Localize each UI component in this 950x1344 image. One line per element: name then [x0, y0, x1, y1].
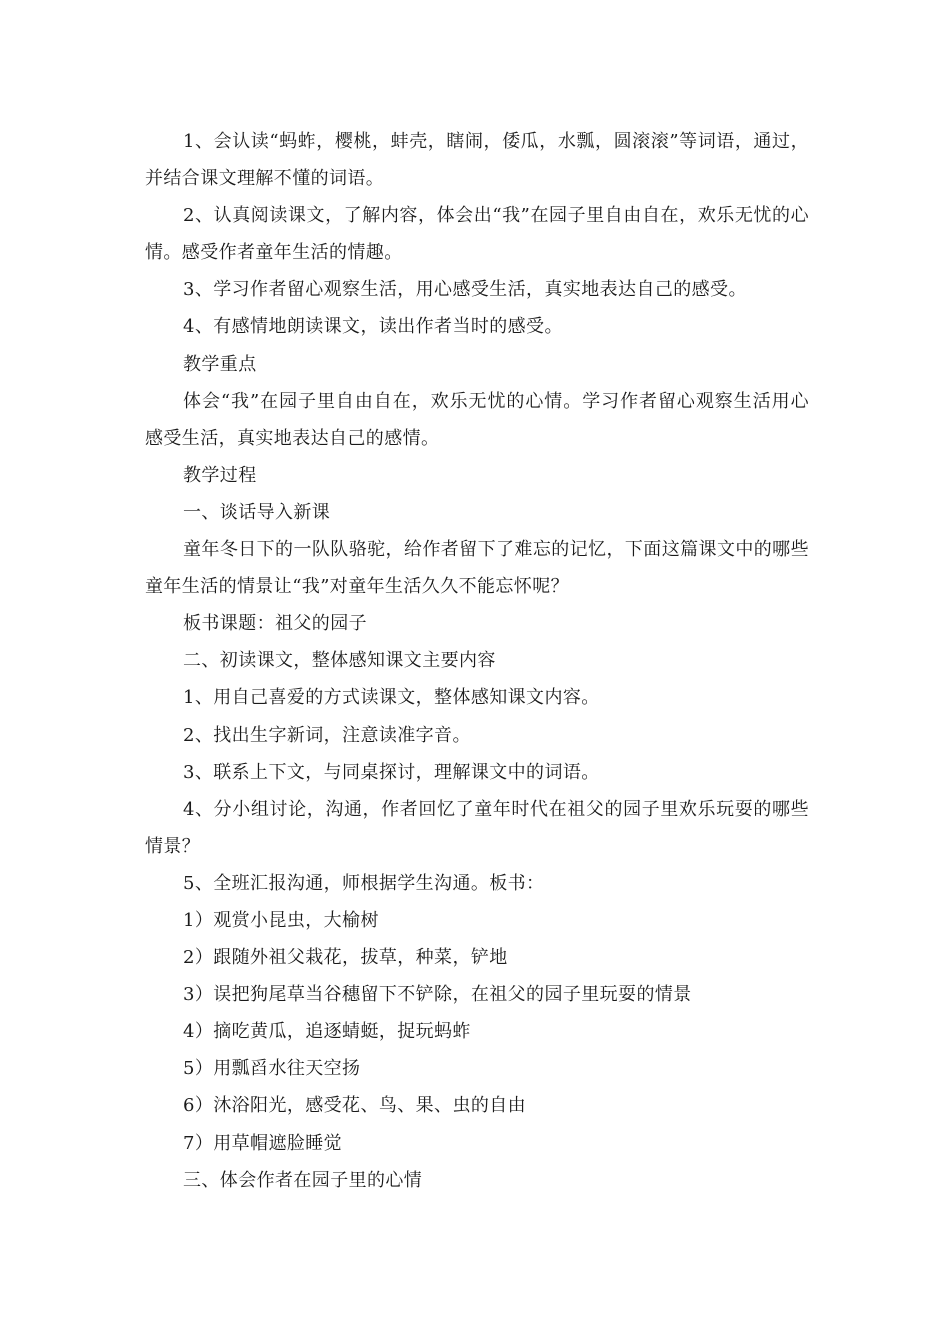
intro-paragraph: 童年冬日下的一队队骆驼，给作者留下了难忘的记忆，下面这篇课文中的哪些童年生活的情景让“我”对童年生活久久不能忘怀呢？: [145, 539, 809, 598]
board-item-7: 7）用草帽遮脸睡觉: [183, 1132, 343, 1154]
step-3-heading: 三、体会作者在园子里的心情: [183, 1169, 423, 1191]
step-2-item-5: 5、全班汇报沟通，师根据学生沟通。板书：: [183, 872, 545, 894]
section-heading-key-points: 教学重点: [183, 353, 257, 375]
board-item-4: 4）摘吃黄瓜，追逐蜻蜓，捉玩蚂蚱: [183, 1021, 471, 1043]
step-2-item-2: 2、找出生字新词，注意读准字音。: [183, 724, 471, 746]
board-item-5: 5）用瓢舀水往天空扬: [183, 1058, 361, 1080]
objective-4: 4、有感情地朗读课文，读出作者当时的感受。: [183, 316, 563, 338]
board-item-6: 6）沐浴阳光，感受花、鸟、果、虫的自由: [183, 1095, 527, 1117]
board-item-2: 2）跟随外祖父栽花，拔草，种菜，铲地: [183, 947, 508, 969]
step-1-heading: 一、谈话导入新课: [183, 501, 331, 523]
objective-1: 1、会认读“蚂蚱，樱桃，蚌壳，瞎闹，倭瓜，水瓢，圆滚滚”等词语，通过，并结合课文理解不懂的词语。: [145, 131, 809, 190]
step-2-heading: 二、初读课文，整体感知课文主要内容: [183, 650, 496, 672]
board-item-3: 3）误把狗尾草当谷穗留下不铲除，在祖父的园子里玩耍的情景: [183, 984, 692, 1006]
document-body: [145, 123, 809, 1199]
key-points-paragraph: 体会“我”在园子里自由自在，欢乐无忧的心情。学习作者留心观察生活用心感受生活，真实地表达自己的感情。: [145, 390, 809, 449]
objective-2: 2、认真阅读课文，了解内容，体会出“我”在园子里自由自在，欢乐无忧的心情。感受作者童年生活的情趣。: [145, 205, 809, 264]
step-2-item-1: 1、用自己喜爱的方式读课文，整体感知课文内容。: [183, 687, 600, 709]
section-heading-process: 教学过程: [183, 464, 257, 486]
step-2-item-3: 3、联系上下文，与同桌探讨，理解课文中的词语。: [183, 761, 600, 783]
board-item-1: 1）观赏小昆虫，大榆树: [183, 909, 379, 931]
board-title-paragraph: 板书课题：祖父的园子: [183, 613, 367, 635]
step-2-item-4: 4、分小组讨论，沟通，作者回忆了童年时代在祖父的园子里欢乐玩耍的哪些情景？: [145, 798, 809, 857]
objective-3: 3、学习作者留心观察生活，用心感受生活，真实地表达自己的感受。: [183, 279, 747, 301]
